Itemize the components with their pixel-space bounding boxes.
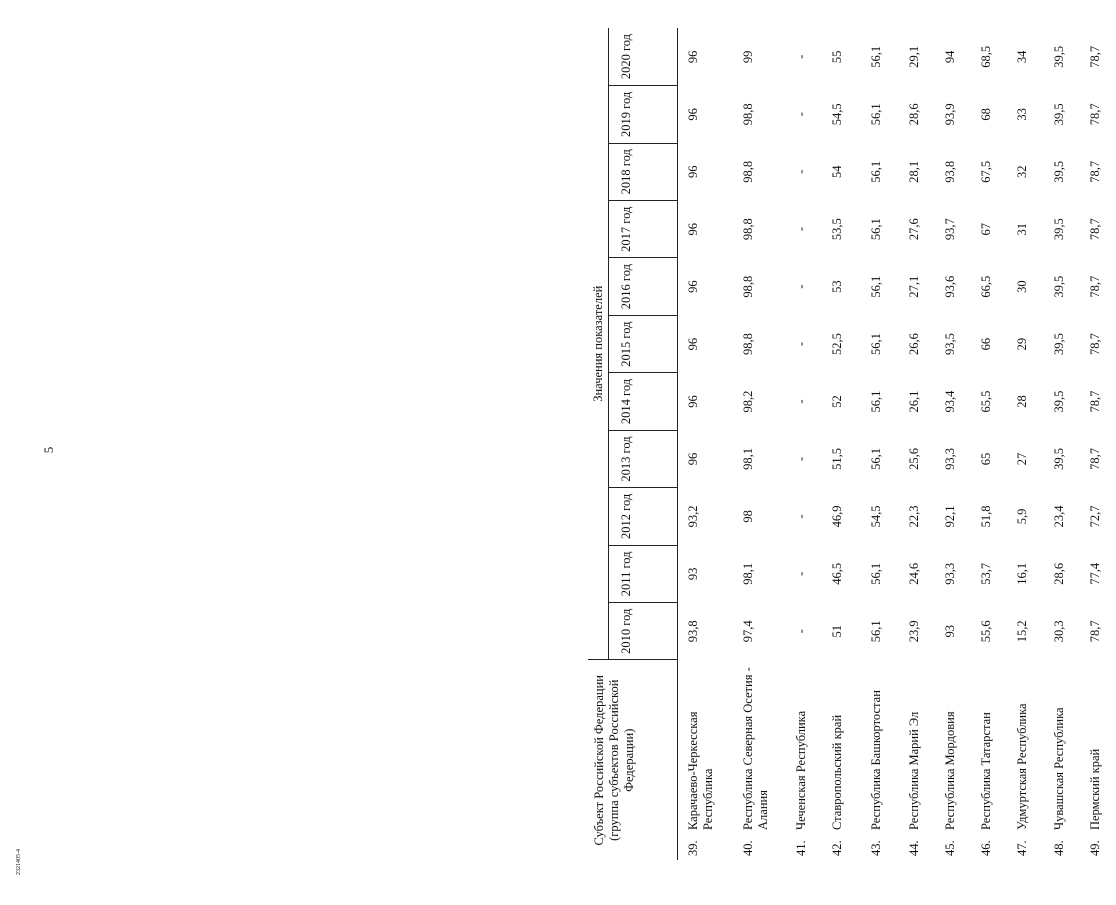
rotated-table-container — [588, 28, 1116, 860]
value-cell: 96 — [686, 108, 700, 121]
value-cell: 96 — [686, 395, 700, 408]
row-number: 49. — [1087, 840, 1102, 856]
value-cell: 99 — [740, 50, 755, 64]
value-cell: 78,7 — [1087, 390, 1102, 413]
value-cell: 93,9 — [943, 103, 958, 126]
value-cell: 93 — [686, 567, 700, 581]
year-header: 2015 год — [609, 315, 678, 372]
subject-cell — [786, 660, 822, 860]
table-row — [971, 28, 1007, 860]
value-cell: 92,1 — [943, 505, 958, 528]
value-cell: - — [794, 112, 809, 117]
subject-name: Республика Татарстан — [979, 712, 994, 830]
value-cell: - — [794, 54, 809, 59]
value-cell: 53 — [830, 280, 845, 293]
value-cell: - — [794, 514, 809, 519]
value-cell: 55,6 — [979, 620, 994, 643]
value-cell: 93,3 — [943, 448, 958, 470]
page-number: 5 — [41, 446, 56, 454]
subject-name: Ставропольский край — [830, 714, 845, 830]
row-number: 44. — [906, 840, 921, 856]
value-cell: 56,1 — [868, 103, 883, 126]
table-row — [786, 28, 822, 860]
value-cell: 96 — [686, 280, 700, 293]
subject-cell — [1007, 660, 1043, 860]
value-cell: 93,4 — [943, 390, 958, 413]
value-cell: 39,5 — [1051, 103, 1066, 126]
value-cell: 68 — [979, 108, 994, 121]
value-cell: 39,5 — [1051, 333, 1066, 356]
table-row — [733, 28, 786, 860]
value-cell: 96 — [686, 222, 700, 236]
value-cell: 26,6 — [906, 333, 921, 356]
subject-cell — [822, 660, 860, 860]
value-cell: 93,3 — [943, 562, 958, 585]
table-row — [861, 28, 899, 860]
value-cell: 93,2 — [686, 505, 700, 528]
value-cell: 66,5 — [979, 275, 994, 298]
value-cell: 29 — [1015, 337, 1030, 351]
value-cell: - — [794, 571, 809, 576]
value-cell: 30,3 — [1051, 620, 1066, 643]
value-cell: 25,6 — [906, 448, 921, 470]
value-cell: 93,7 — [943, 218, 958, 241]
value-cell: 78,7 — [1087, 103, 1102, 126]
value-cell: 34 — [1015, 50, 1030, 64]
value-cell: 39,5 — [1051, 45, 1066, 68]
document-code: 2321405-4 — [16, 849, 22, 875]
subject-name: Чеченская Республика — [794, 710, 809, 830]
table-row — [899, 28, 935, 860]
subject-name: Республика Мордовия — [943, 711, 958, 830]
value-cell: 54 — [830, 165, 845, 179]
value-cell: 23,9 — [906, 620, 921, 643]
value-cell: 78,7 — [1087, 620, 1102, 643]
value-cell: 96 — [686, 165, 700, 179]
value-cell: 56,1 — [868, 620, 883, 643]
value-cell: 93,6 — [943, 275, 958, 298]
value-cell: 32 — [1015, 165, 1030, 179]
subject-cell — [971, 660, 1007, 860]
value-cell: 30 — [1015, 280, 1030, 293]
value-cell: 27,6 — [906, 218, 921, 241]
value-cell: 98,8 — [740, 160, 755, 183]
year-header: 2010 год — [609, 603, 678, 660]
value-cell: 54,5 — [830, 103, 845, 126]
value-cell: 97,4 — [740, 620, 755, 643]
value-cell: 27,1 — [906, 275, 921, 298]
value-cell: 93,8 — [686, 620, 700, 643]
subject-name: Республика Марий Эл — [906, 711, 921, 830]
value-cell: 98,1 — [740, 448, 755, 470]
year-header: 2019 год — [609, 86, 678, 143]
value-cell: - — [794, 169, 809, 174]
subject-cell — [899, 660, 935, 860]
row-number: 46. — [979, 840, 994, 856]
row-number: 39. — [686, 840, 700, 856]
value-cell: 51,8 — [979, 505, 994, 528]
value-cell: 72,7 — [1087, 505, 1102, 528]
subject-name: Республика Башкортостан — [868, 690, 883, 830]
subject-cell — [861, 660, 899, 860]
value-cell: 39,5 — [1051, 218, 1066, 241]
indicator-values-header: Значения показателей — [588, 28, 609, 660]
year-header: 2018 год — [609, 143, 678, 200]
value-cell: 28,6 — [1051, 562, 1066, 585]
value-cell: 46,9 — [830, 505, 845, 528]
value-cell: 5,9 — [1015, 508, 1030, 525]
year-header: 2014 год — [609, 373, 678, 430]
value-cell: 66 — [979, 337, 994, 351]
subject-cell — [733, 660, 786, 860]
table-row — [678, 28, 733, 860]
table-row — [1007, 28, 1043, 860]
value-cell: 52,5 — [830, 333, 845, 356]
value-cell: 98 — [740, 510, 755, 523]
value-cell: 65 — [979, 452, 994, 466]
value-cell: 28 — [1015, 395, 1030, 408]
value-cell: 51 — [830, 625, 845, 638]
row-number: 41. — [794, 840, 809, 856]
value-cell: 51,5 — [830, 448, 845, 470]
subject-cell — [935, 660, 971, 860]
value-cell: 78,7 — [1087, 45, 1102, 68]
value-cell: 53,5 — [830, 218, 845, 241]
value-cell: - — [794, 456, 809, 462]
year-header: 2016 год — [609, 258, 678, 315]
value-cell: 78,7 — [1087, 218, 1102, 241]
value-cell: 26,1 — [906, 390, 921, 413]
subject-name: Удмуртская Республика — [1015, 703, 1030, 830]
value-cell: 65,5 — [979, 390, 994, 413]
table-body — [678, 28, 1116, 860]
value-cell: 78,7 — [1087, 333, 1102, 356]
value-cell: 93,8 — [943, 160, 958, 183]
value-cell: 31 — [1015, 222, 1030, 236]
value-cell: - — [794, 399, 809, 404]
value-cell: 98,1 — [740, 562, 755, 585]
value-cell: 67 — [979, 222, 994, 236]
value-cell: 56,1 — [868, 218, 883, 241]
year-header: 2020 год — [609, 28, 678, 86]
value-cell: 56,1 — [868, 390, 883, 413]
table-row — [822, 28, 860, 860]
value-cell: 29,1 — [906, 45, 921, 68]
value-cell: 78,7 — [1087, 160, 1102, 183]
value-cell: 56,1 — [868, 448, 883, 470]
row-number: 40. — [740, 840, 755, 856]
value-cell: 39,5 — [1051, 448, 1066, 470]
year-header: 2013 год — [609, 430, 678, 487]
indicators-table — [588, 28, 1116, 860]
value-cell: 68,5 — [979, 45, 994, 68]
value-cell: 78,7 — [1087, 448, 1102, 470]
value-cell: 77,4 — [1087, 562, 1102, 585]
value-cell: 96 — [686, 452, 700, 466]
row-number: 42. — [830, 840, 845, 856]
value-cell: 78,7 — [1087, 275, 1102, 298]
subject-name: Чувашская Республика — [1051, 707, 1066, 830]
value-cell: 39,5 — [1051, 275, 1066, 298]
value-cell: 96 — [686, 337, 700, 351]
value-cell: 93,5 — [943, 333, 958, 356]
value-cell: 39,5 — [1051, 390, 1066, 413]
value-cell: - — [794, 342, 809, 347]
subject-name: Республика Северная Осетия - Алания — [740, 667, 770, 830]
value-cell: 53,7 — [979, 562, 994, 585]
subject-column-header: Субъект Российской Федерации (группа субъектов Российской Федерации) — [588, 660, 678, 860]
table-row — [1080, 28, 1116, 860]
subject-name: Карачаево-Черкесская Республика — [686, 711, 715, 830]
value-cell: 55 — [830, 50, 845, 64]
value-cell: 16,1 — [1015, 562, 1030, 585]
subject-cell — [678, 660, 733, 860]
value-cell: 98,8 — [740, 333, 755, 356]
value-cell: 39,5 — [1051, 160, 1066, 183]
value-cell: 94 — [943, 50, 958, 64]
value-cell: 15,2 — [1015, 620, 1030, 643]
value-cell: - — [794, 227, 809, 232]
value-cell: 22,3 — [906, 505, 921, 528]
value-cell: 93 — [943, 625, 958, 638]
value-cell: - — [794, 629, 809, 634]
value-cell: 56,1 — [868, 45, 883, 68]
table-row — [935, 28, 971, 860]
value-cell: 46,5 — [830, 562, 845, 585]
value-cell: 67,5 — [979, 160, 994, 183]
value-cell: 56,1 — [868, 275, 883, 298]
value-cell: 28,6 — [906, 103, 921, 126]
value-cell: 96 — [686, 50, 700, 64]
value-cell: - — [794, 284, 809, 289]
value-cell: 98,8 — [740, 275, 755, 298]
year-header: 2017 год — [609, 200, 678, 257]
value-cell: 56,1 — [868, 333, 883, 356]
value-cell: 33 — [1015, 108, 1030, 121]
value-cell: 52 — [830, 395, 845, 408]
row-number: 47. — [1015, 840, 1030, 856]
year-header: 2011 год — [609, 545, 678, 602]
value-cell: 98,8 — [740, 218, 755, 241]
subject-cell — [1044, 660, 1080, 860]
value-cell: 27 — [1015, 452, 1030, 466]
value-cell: 54,5 — [868, 505, 883, 528]
row-number: 43. — [868, 840, 883, 856]
value-cell: 98,2 — [740, 390, 755, 413]
value-cell: 56,1 — [868, 160, 883, 183]
value-cell: 56,1 — [868, 562, 883, 585]
subject-cell — [1080, 660, 1116, 860]
value-cell: 28,1 — [906, 160, 921, 183]
value-cell: 98,8 — [740, 103, 755, 126]
value-cell: 23,4 — [1051, 505, 1066, 528]
row-number: 48. — [1051, 840, 1066, 856]
table-row — [1044, 28, 1080, 860]
value-cell: 24,6 — [906, 562, 921, 585]
year-header: 2012 год — [609, 488, 678, 545]
subject-name: Пермский край — [1087, 748, 1102, 830]
row-number: 45. — [943, 840, 958, 856]
